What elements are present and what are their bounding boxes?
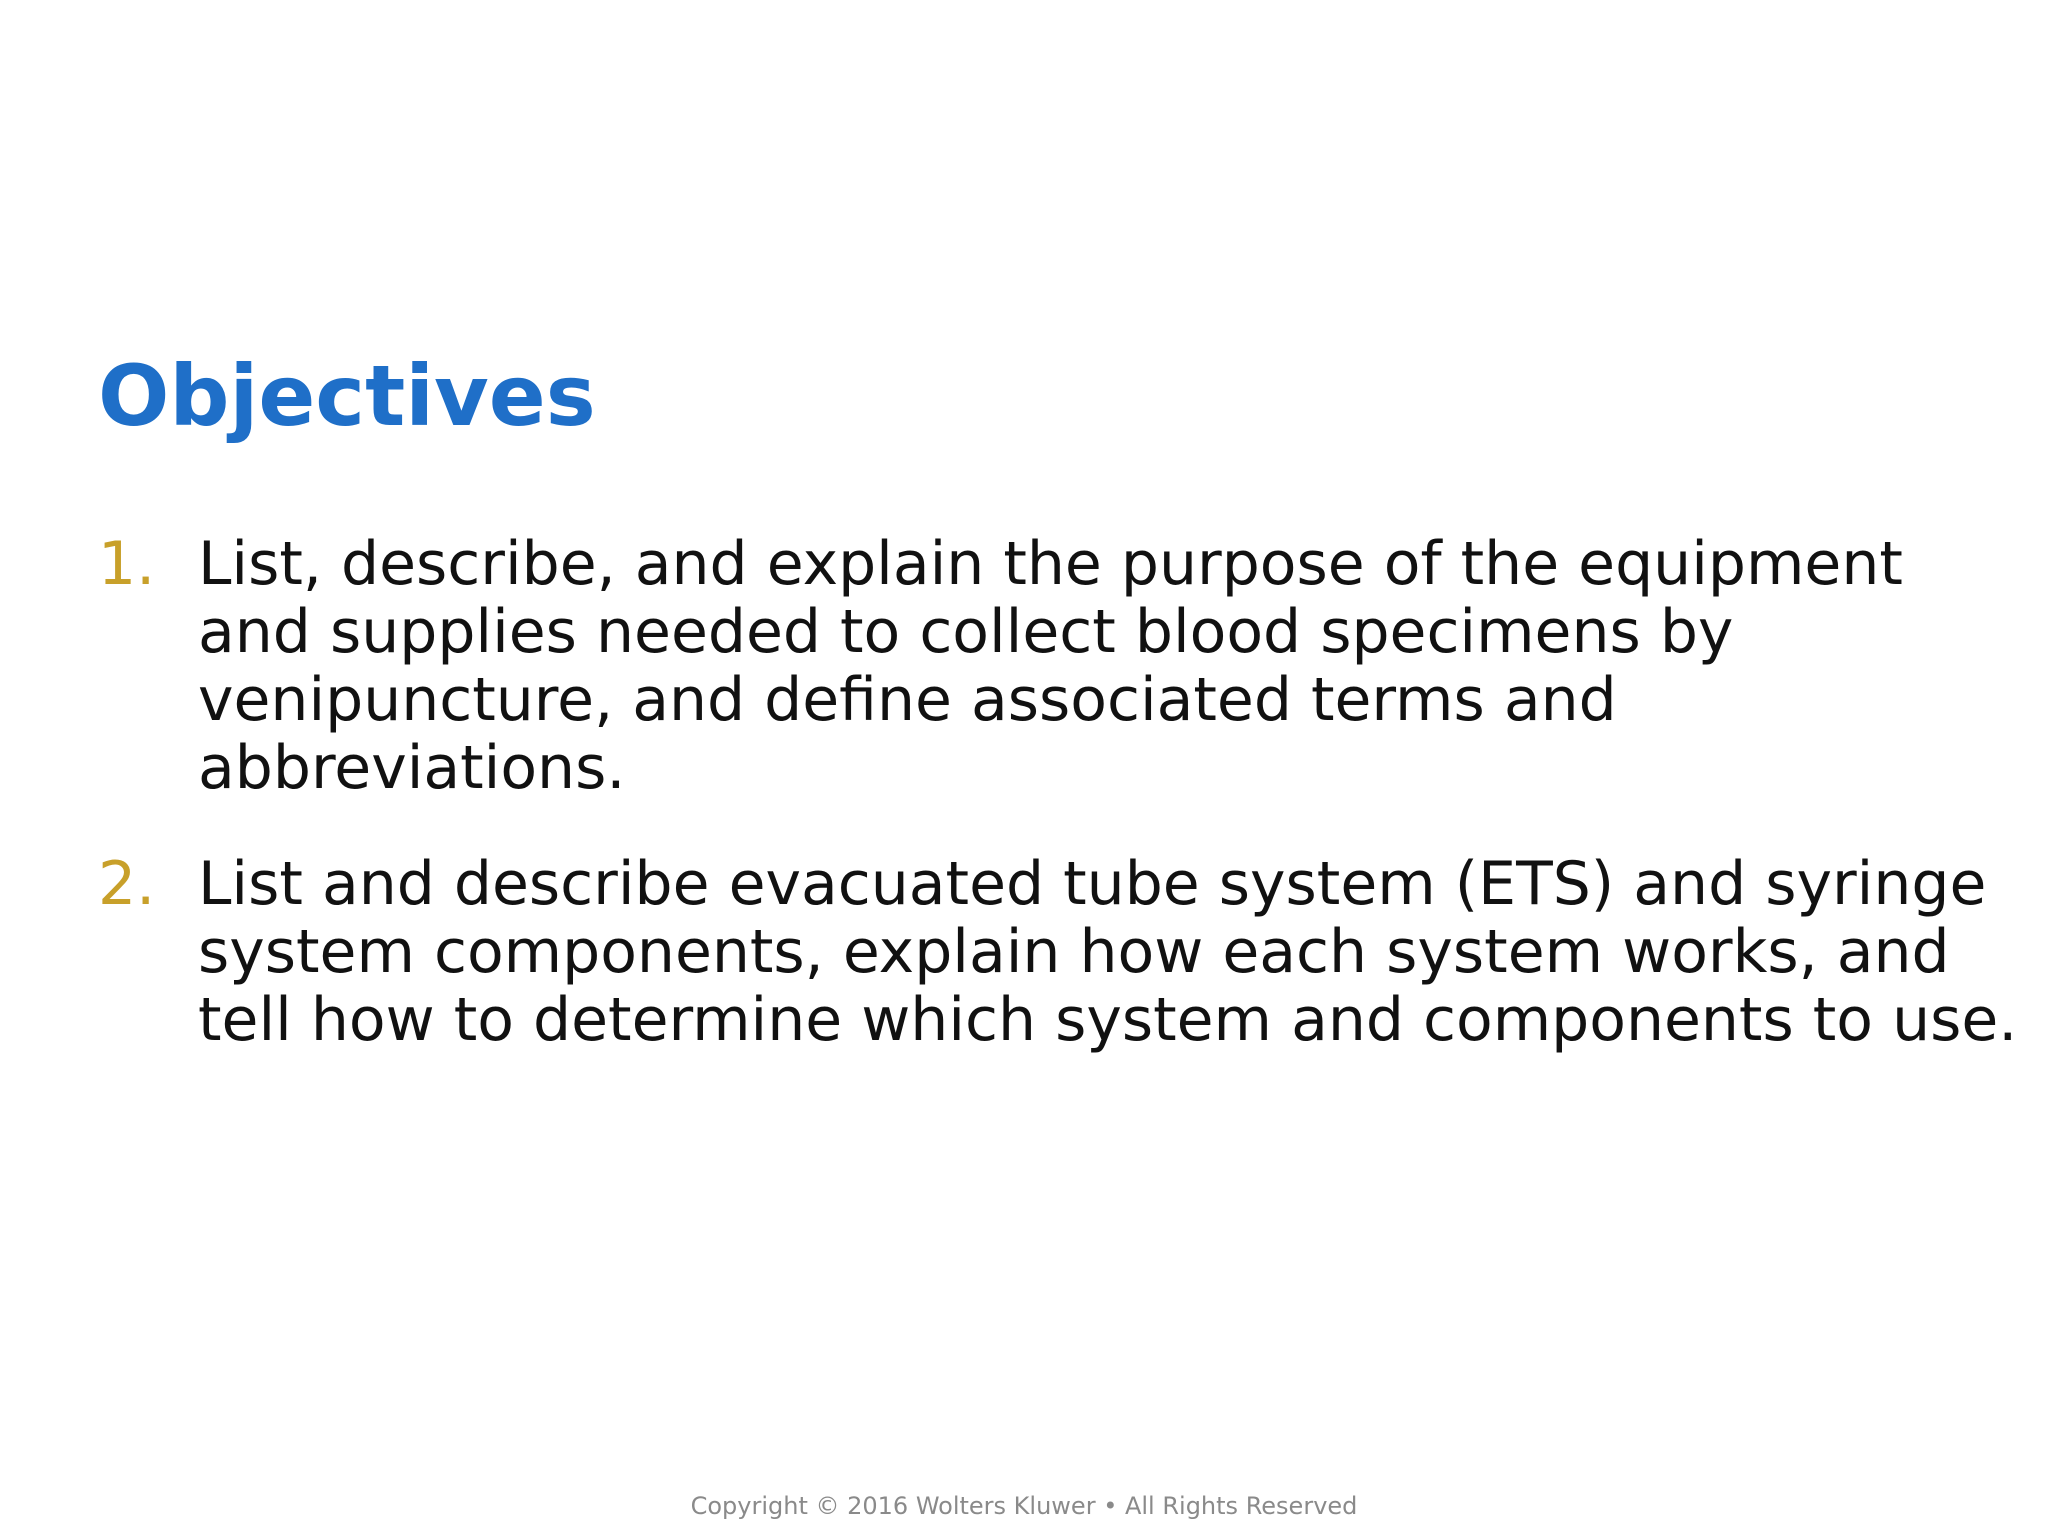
objectives-list bbox=[98, 530, 2018, 1102]
slide-title: Objectives bbox=[98, 347, 596, 445]
objective-text: List and describe evacuated tube system (ETS) and syringe system components, explain how each system works, and tell how to determine which system and components to use. bbox=[198, 849, 2018, 1055]
objective-item bbox=[98, 530, 2018, 802]
objective-number: 1. bbox=[98, 529, 156, 599]
objective-text: List, describe, and explain the purpose of the equipment and supplies needed to collect blood specimens by venipuncture, and define associated terms and abbreviations. bbox=[198, 529, 1903, 803]
objective-item bbox=[98, 850, 2018, 1054]
copyright-footer: Copyright © 2016 Wolters Kluwer • All Rights Reserved bbox=[690, 1492, 1358, 1520]
objective-number: 2. bbox=[98, 849, 156, 919]
